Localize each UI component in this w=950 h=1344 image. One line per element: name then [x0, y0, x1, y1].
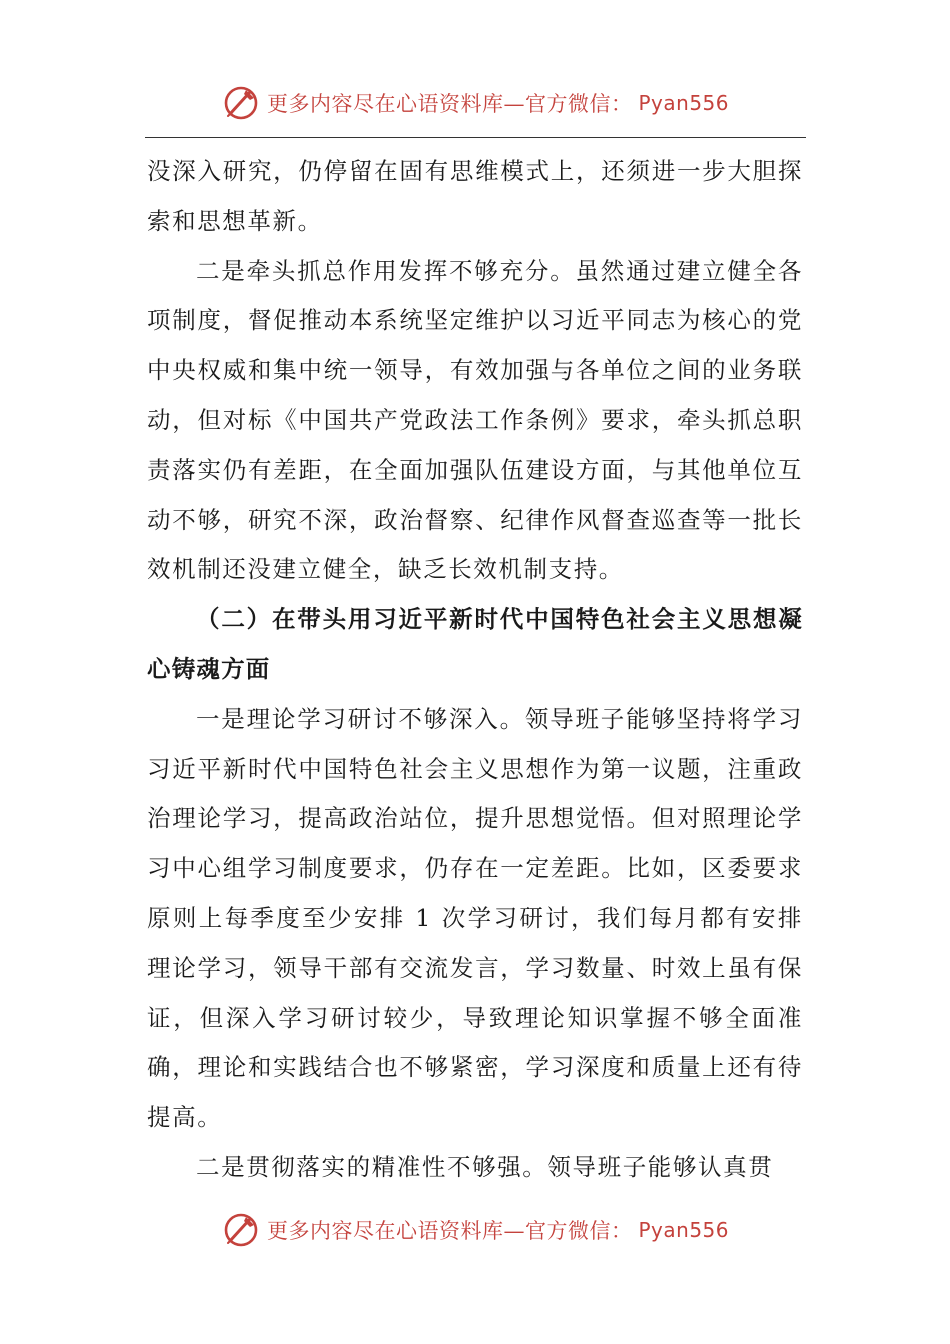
section-heading: （二）在带头用习近平新时代中国特色社会主义思想凝心铸魂方面 — [147, 605, 803, 683]
header-banner[interactable] — [221, 83, 729, 123]
paragraph-implementation: 二是贯彻落实的精准性不够强。领导班子能够认真贯 — [196, 1152, 774, 1181]
footer-wechat-id: Pyan556 — [638, 1218, 729, 1242]
header-wechat-id: Pyan556 — [638, 91, 729, 115]
header-banner-text: 更多内容尽在心语资料库—官方微信： — [266, 92, 633, 116]
pen-logo-icon — [221, 83, 261, 123]
page-header — [0, 78, 950, 128]
footer-banner[interactable] — [221, 1210, 729, 1250]
paragraph-continued: 没深入研究，仍停留在固有思维模式上，还须进一步大胆探索和思想革新。 — [147, 157, 803, 235]
footer-banner-text: 更多内容尽在心语资料库—官方微信： — [266, 1219, 633, 1243]
document-body — [147, 147, 803, 1193]
paragraph-lead-role: 二是牵头抓总作用发挥不够充分。虽然通过建立健全各项制度，督促推动本系统坚定维护以习近平同志为核心的党中央权威和集中统一领导，有效加强与各单位之间的业务联动，但对标《中国共产党政法工作条例》要求，牵头抓总职责落实仍有差距，在全面加强队伍建设方面，与其他单位互动不够，研究不深，政治督察、纪律作风督查巡查等一批长效机制还没建立健全，缺乏长效机制支持。 — [147, 256, 803, 584]
paragraph-theory-study: 一是理论学习研讨不够深入。领导班子能够坚持将学习习近平新时代中国特色社会主义思想作为第一议题，注重政治理论学习，提高政治站位，提升思想觉悟。但对照理论学习中心组学习制度要求，仍存在一定差距。比如，区委要求原则上每季度至少安排 1 次学习研讨，我们每月都有安排理论学习，领导干部有交流发言，学习数量、时效上虽有保证，但深入学习研讨较少，导致理论知识掌握不够全面准确，理论和实践结合也不够紧密，学习深度和质量上还有待提高。 — [147, 704, 803, 1132]
header-divider — [145, 137, 806, 138]
pen-logo-icon — [221, 1210, 261, 1250]
page-footer — [0, 1205, 950, 1255]
